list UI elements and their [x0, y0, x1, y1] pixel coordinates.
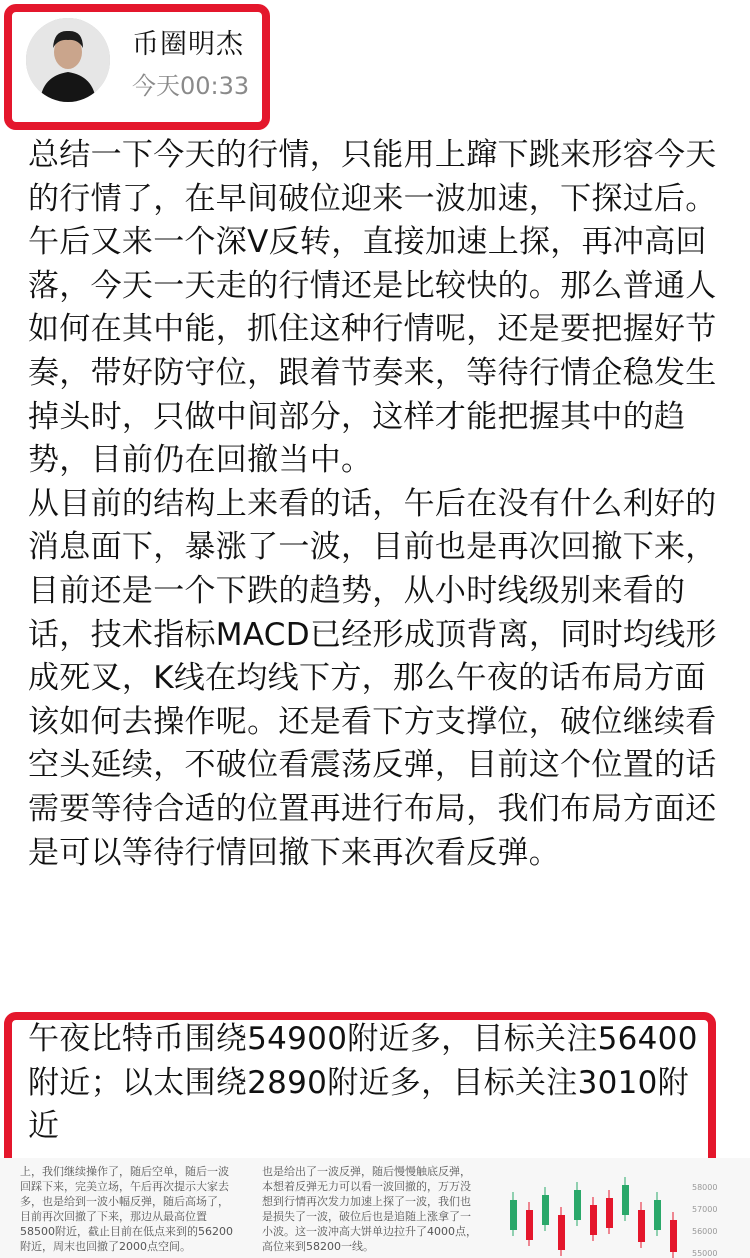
post-paragraph-summary: 总结一下今天的行情，只能用上蹿下跳来形容今天的行情了，在早间破位迎来一波加速，下探过后。午后又来一个深V反转，直接加速上探，再冲高回落，今天一天走的行情还是比较快的。那么普通人如何在其中能，抓住这种行情呢，还是要把握好节奏，带好防守位，跟着节奏来，等待行情企稳发生掉头时，只做中间部分，这样才能把握其中的趋势，目前仍在回撤当中。: [28, 137, 717, 479]
preview-chart-tick: 56000: [692, 1227, 718, 1236]
image-preview-strip[interactable]: [0, 1158, 750, 1258]
preview-candle: [670, 1220, 677, 1252]
preview-text-middle: 也是给出了一波反弹，随后慢慢触底反弹，本想着反弹无力可以看一波回撤的，万万没想到行情再次发力加速上探了一波，我们也是损失了一波，破位后也是追随上涨拿了一小波。这一波冲高大饼单边拉升了4000点，高位来到58200一线。: [262, 1165, 477, 1253]
preview-candle: [638, 1210, 645, 1242]
post-timestamp: 今天00:33: [132, 72, 250, 100]
preview-chart-candles: [510, 1177, 677, 1258]
author-name[interactable]: 币圈明杰: [132, 29, 244, 60]
post-body: [28, 134, 728, 875]
preview-candle: [510, 1200, 517, 1230]
preview-candle: [574, 1190, 581, 1220]
author-highlight-box: [4, 4, 270, 130]
preview-text-left: 上，我们继续操作了，随后空单，随后一波回踩下来，完美立场，午后再次提示大家去多，也是给到一波小幅反弹，随后高场了，目前再次回撤了下来，那边从最高位置58500附近，截止目前在低点来到的56200附近，周末也回撤了2000点空间。: [20, 1165, 233, 1253]
post-paragraph-analysis: 从目前的结构上来看的话，午后在没有什么利好的消息面下，暴涨了一波，目前也是再次回撤下来，目前还是一个下跌的趋势，从小时线级别来看的话，技术指标MACD已经形成顶背离，同时均线形成死叉，K线在均线下方，那么午夜的话布局方面该如何去操作呢。还是看下方支撑位，破位继续看空头延续，不破位看震荡反弹，目前这个位置的话需要等待合适的位置再进行布局，我们布局方面还是可以等待行情回撤下来再次看反弹。: [28, 485, 717, 871]
preview-candle: [526, 1210, 533, 1240]
preview-candle: [606, 1198, 613, 1228]
preview-candle: [590, 1205, 597, 1235]
preview-candle: [654, 1200, 661, 1230]
preview-candlestick-chart: [490, 1170, 720, 1258]
preview-candle: [558, 1215, 565, 1250]
signal-highlight-box: [4, 1012, 716, 1170]
preview-candle: [542, 1195, 549, 1225]
preview-chart-tick: 57000: [692, 1205, 718, 1214]
preview-chart-tick: 55000: [692, 1249, 718, 1258]
trade-signal-text: 午夜比特币围绕54900附近多，目标关注56400附近；以太围绕2890附近多，目标关注3010附近: [28, 1021, 698, 1145]
preview-candle: [622, 1185, 629, 1215]
preview-chart-tick: 58000: [692, 1183, 718, 1192]
